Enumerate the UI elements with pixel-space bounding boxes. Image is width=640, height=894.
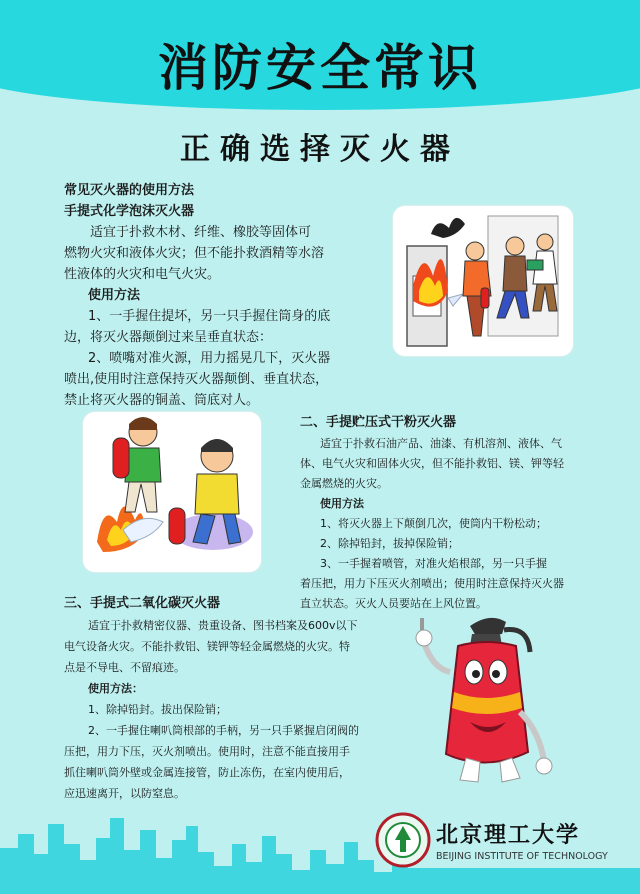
section1-desc-line: 性液体的火灾和电气火灾。 — [64, 267, 221, 282]
section1-usage-label: 使用方法 — [88, 288, 141, 303]
section1-step-line: 1、一手握住提坏，另一只手握住筒身的底 — [88, 309, 331, 324]
illustration-children-extinguisher — [83, 412, 261, 572]
section3-step-line: 应迅速离开，以防窒息。 — [64, 787, 185, 800]
section2-step-line: 2、除掉铅封，拔掉保险销； — [320, 537, 459, 550]
section1-desc-line: 适宜于扑救木材、纤维、橡胶等固体可 — [90, 225, 312, 240]
page-subtitle: 正确选择灭火器 — [180, 132, 460, 167]
section2-desc-line: 适宜于扑救石油产品、油漆、有机溶剂、液体、气 — [320, 437, 562, 450]
university-name-cn: 北京理工大学 — [436, 822, 581, 848]
section3-step-line: 1、除掉铅封。拔出保险销； — [88, 703, 227, 716]
section2-desc-line: 体、电气火灾和固体火灾，但不能扑救铝、镁、钾等轻 — [300, 457, 564, 470]
section3-text — [64, 593, 394, 804]
section3-step-line: 压把，用力下压，灭火剂喷出。使用时，注意不能直接用手 — [64, 745, 350, 758]
section1-step-line: 喷出,使用时注意保持灭火器颠倒、垂直状态， — [64, 372, 329, 387]
section1-desc-line: 燃物火灾和液体火灾；但不能扑救酒精等水溶 — [64, 246, 325, 261]
section2-desc-line: 金属燃烧的火灾。 — [300, 477, 388, 490]
section3-heading: 三、手提式二氧化碳灭火器 — [64, 596, 221, 611]
illustration-firefighting-scene — [393, 206, 573, 356]
university-name-en: BEIJING INSTITUTE OF TECHNOLOGY — [436, 851, 608, 862]
section1-step-line: 边，将灭火器颠倒过来呈垂直状态： — [64, 330, 273, 345]
university-emblem-icon — [375, 812, 431, 868]
section1-step-line: 禁止将灭火器的铜盖、筒底对人。 — [64, 393, 260, 408]
section3-step-line: 抓住喇叭筒外壁或金属连接管，防止冻伤，在室内使用后， — [64, 766, 350, 779]
section1-name: 手提式化学泡沫灭火器 — [64, 204, 195, 219]
section2-step-line: 着压把，用力下压灭火剂喷出；使用时注意保持灭火器 — [300, 577, 564, 590]
section2-step-line: 3、一手握着喷管，对准火焰根部，另一只手握 — [320, 557, 547, 570]
section3-usage-label: 使用方法： — [88, 682, 143, 695]
section1-step-line: 2、喷嘴对准火源，用力摇晃几下，灭火器 — [88, 351, 331, 366]
section2-usage-label: 使用方法 — [320, 497, 364, 510]
page-title: 消防安全常识 — [158, 39, 482, 97]
section2-step-line: 直立状态。灭火人员要站在上风位置。 — [300, 597, 487, 610]
section2-heading: 二、手提贮压式干粉灭火器 — [300, 415, 457, 430]
firefighting-scene-image — [393, 206, 573, 356]
section2-step-line: 1、将灭火器上下颠倒几次，使筒内干粉松动； — [320, 517, 547, 530]
section3-desc-line: 适宜于扑救精密仪器、贵重设备、图书档案及600v以下 — [88, 619, 358, 632]
section2-text — [300, 412, 600, 614]
section3-desc-line: 电气设备火灾。不能扑救铝、镁钾等轻金属燃烧的火灾。特 — [64, 640, 350, 653]
section3-desc-line: 点是不导电、不留痕迹。 — [64, 661, 185, 674]
section1-text — [64, 180, 404, 411]
section1-heading: 常见灭火器的使用方法 — [64, 183, 195, 198]
section3-step-line: 2、一手握住喇叭筒根部的手柄，另一只手紧握启闭阀的 — [88, 724, 359, 737]
children-extinguisher-image — [83, 412, 261, 572]
extinguisher-mascot-icon — [410, 612, 560, 792]
